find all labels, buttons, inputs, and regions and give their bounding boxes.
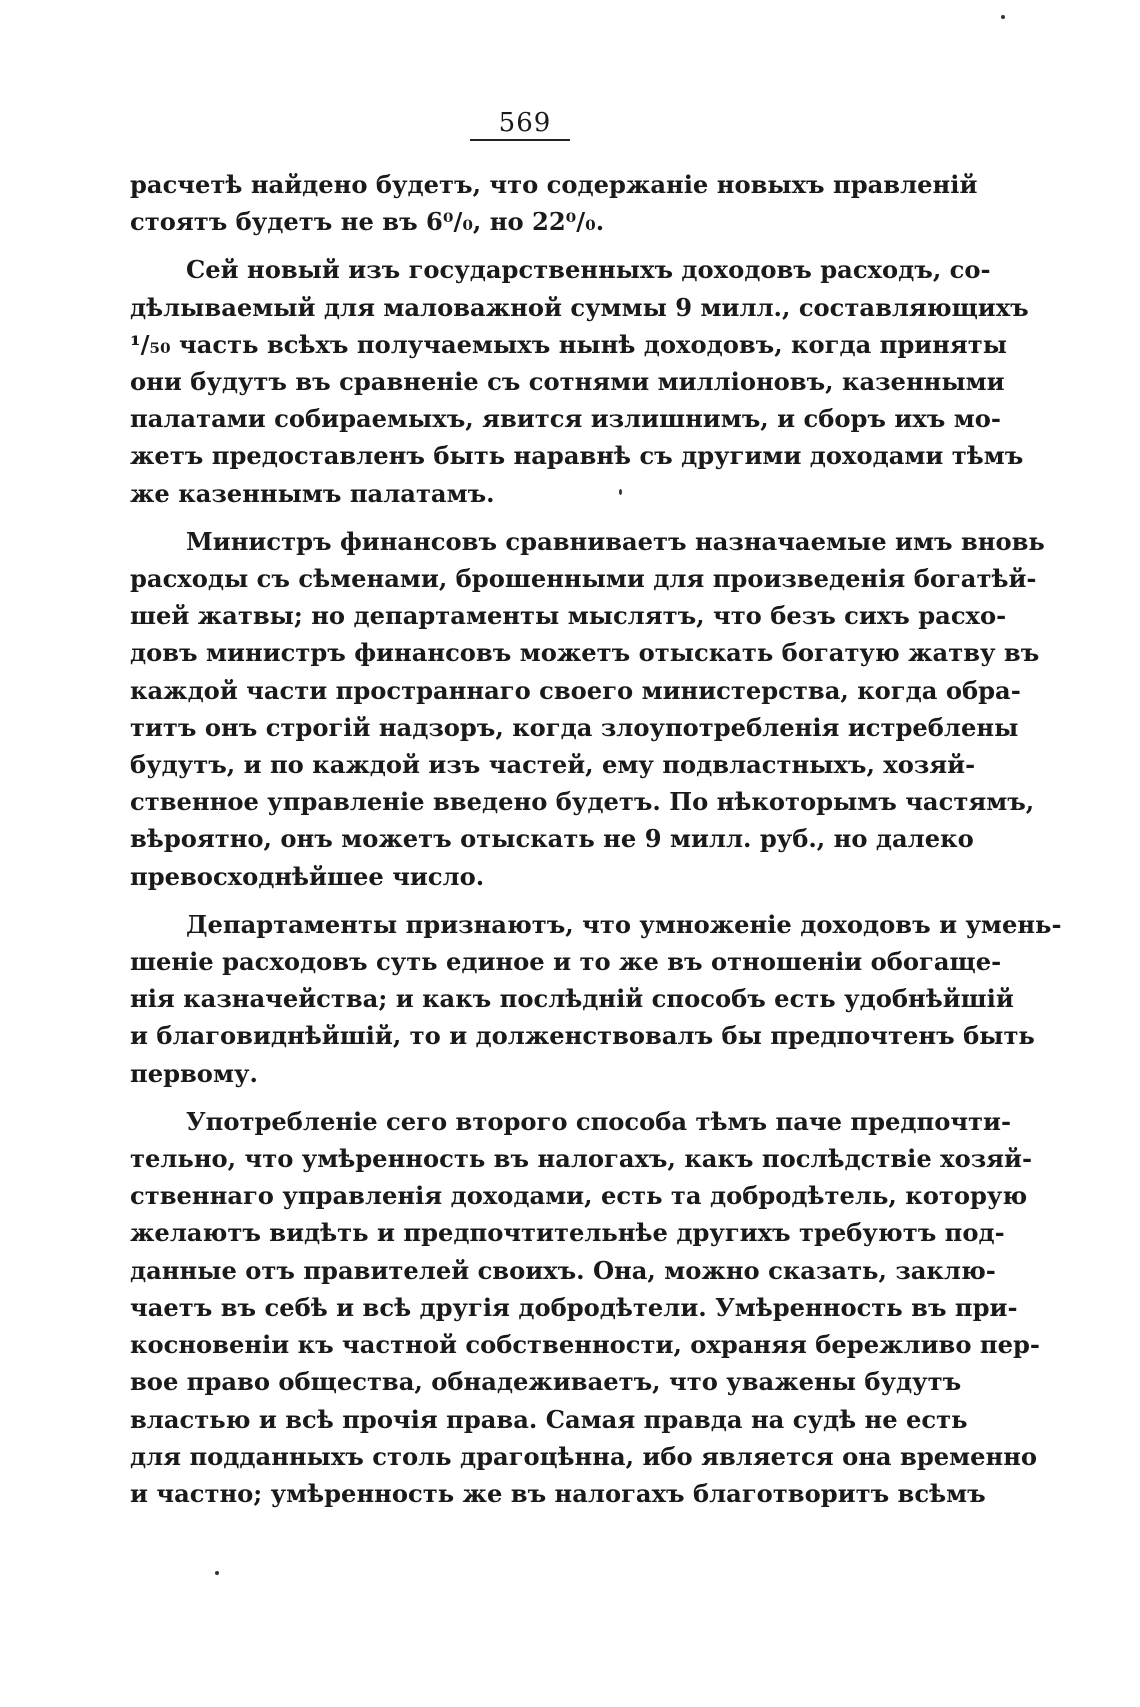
text-line: тельно, что умѣренность въ налогахъ, какъ послѣдствіе хозяй- bbox=[130, 1144, 1033, 1174]
text-line: расходы съ сѣменами, брошенными для произведенія богатѣй- bbox=[130, 564, 1037, 594]
text-line: каждой части пространнаго своего министерства, когда обра- bbox=[130, 675, 1021, 705]
text-line: нія казначейства; и какъ послѣдній способъ есть удобнѣйшій bbox=[130, 984, 1014, 1014]
text-line: шеніе расходовъ суть единое и то же въ отношеніи обогаще- bbox=[130, 947, 1002, 977]
text-line: они будутъ въ сравненіе съ сотнями милліоновъ, казенными bbox=[130, 367, 1005, 397]
page-number-rule bbox=[470, 139, 570, 141]
text-line: косновеніи къ частной собственности, охраняя бережливо пер- bbox=[130, 1330, 1040, 1360]
text-line: для подданныхъ столь драгоцѣнна, ибо является она временно bbox=[130, 1441, 1038, 1471]
speck-mark bbox=[619, 489, 622, 495]
paragraph bbox=[130, 523, 1045, 895]
text-line: данные отъ правителей своихъ. Она, можно сказать, заклю- bbox=[130, 1255, 996, 1285]
text-line: будутъ, и по каждой изъ частей, ему подвластныхъ, хозяй- bbox=[130, 750, 976, 780]
paragraph bbox=[130, 251, 1029, 511]
text-line: и благовиднѣйшій, то и долженствовалъ бы предпочтенъ быть bbox=[130, 1021, 1035, 1051]
text-line: расчетѣ найдено будетъ, что содержаніе новыхъ правленій bbox=[130, 170, 978, 199]
text-line: же казеннымъ палатамъ. bbox=[130, 478, 495, 508]
paragraph bbox=[130, 1103, 1040, 1512]
text-line: стоятъ будетъ не въ 6⁰/₀, но 22⁰/₀. bbox=[130, 207, 605, 237]
speck-mark bbox=[215, 1571, 219, 1575]
text-line: властью и всѣ прочія права. Самая правда на судѣ не есть bbox=[130, 1404, 968, 1434]
text-line: и частно; умѣренность же въ налогахъ благотворитъ всѣмъ bbox=[130, 1478, 986, 1508]
text-line: чаетъ въ себѣ и всѣ другія добродѣтели. Умѣренность въ при- bbox=[130, 1292, 1018, 1322]
text-line: довъ министръ финансовъ можетъ отыскать богатую жатву въ bbox=[130, 638, 1040, 668]
text-line: ственное управленіе введено будетъ. По нѣкоторымъ частямъ, bbox=[130, 787, 1035, 817]
text-line: ¹/₅₀ часть всѣхъ получаемыхъ нынѣ доходовъ, когда приняты bbox=[130, 329, 1008, 359]
text-line: вое право общества, обнадеживаетъ, что уважены будутъ bbox=[130, 1367, 962, 1397]
text-line: превосходнѣйшее число. bbox=[130, 861, 485, 891]
paragraph bbox=[130, 166, 978, 240]
speck-mark bbox=[1001, 15, 1005, 19]
text-line: Министръ финансовъ сравниваетъ назначаемые имъ вновь bbox=[186, 526, 1045, 556]
text-line: жетъ предоставленъ быть наравнѣ съ другими доходами тѣмъ bbox=[130, 441, 1024, 471]
text-line: шей жатвы; но департаменты мыслятъ, что безъ сихъ расхо- bbox=[130, 601, 1007, 631]
paragraph bbox=[130, 906, 1062, 1092]
text-line: ственнаго управленія доходами, есть та добродѣтель, которую bbox=[130, 1181, 1028, 1211]
text-line: желаютъ видѣть и предпочтительнѣе другихъ требуютъ под- bbox=[130, 1218, 1005, 1248]
page-number: 569 bbox=[498, 108, 552, 138]
text-line: дѣлываемый для маловажной суммы 9 милл., составляющихъ bbox=[130, 292, 1029, 322]
text-line: палатами собираемыхъ, явится излишнимъ, и сборъ ихъ мо- bbox=[130, 404, 1001, 434]
text-line: первому. bbox=[130, 1058, 258, 1088]
text-line: Сей новый изъ государственныхъ доходовъ расходъ, со- bbox=[186, 255, 991, 285]
text-line: титъ онъ строгій надзоръ, когда злоупотребленія истреблены bbox=[130, 712, 1019, 742]
text-line: Департаменты признаютъ, что умноженіе доходовъ и умень- bbox=[186, 909, 1062, 939]
text-line: Употребленіе сего второго способа тѣмъ паче предпочти- bbox=[186, 1106, 1012, 1136]
text-line: вѣроятно, онъ можетъ отыскать не 9 милл. руб., но далеко bbox=[130, 824, 974, 854]
body-text bbox=[130, 166, 1062, 1523]
